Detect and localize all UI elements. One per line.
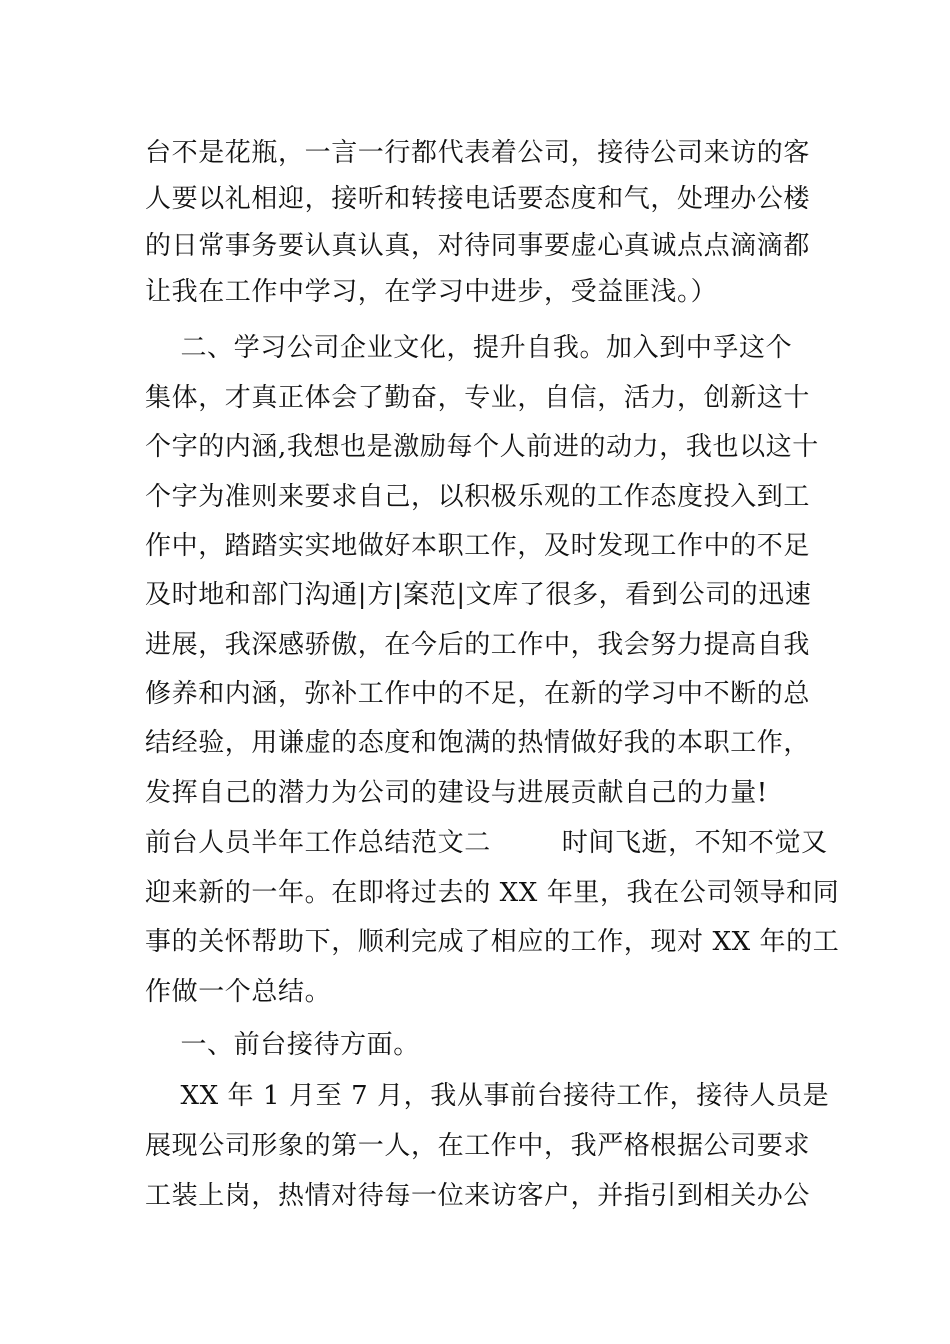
text-line: 作做一个总结。 bbox=[145, 977, 332, 1007]
text-line: 个字为准则来要求自己，以积极乐观的工作态度投入到工 bbox=[145, 482, 811, 512]
text-line: 一、前台接待方面。 bbox=[145, 1030, 420, 1060]
text-line: 结经验，用谦虚的态度和饱满的热情做好我的本职工作， bbox=[145, 728, 811, 758]
text-line: 让我在工作中学习，在学习中进步，受益匪浅。） bbox=[145, 277, 718, 307]
text-line: 发挥自己的潜力为公司的建设与进展贡献自己的力量! bbox=[145, 778, 768, 808]
text-line: 集体，才真正体会了勤奋，专业，自信，活力，创新这十 bbox=[145, 383, 811, 413]
text-line: 个字的内涵,我想也是激励每个人前进的动力，我也以这十 bbox=[145, 432, 819, 462]
text-line: 修养和内涵，弥补工作中的不足，在新的学习中不断的总 bbox=[145, 679, 811, 709]
text-line: 前台人员半年工作总结范文二 时间飞逝，不知不觉又 bbox=[145, 828, 828, 858]
text-line: 人要以礼相迎，接听和转接电话要态度和气，处理办公楼 bbox=[145, 184, 811, 214]
text-line: 事的关怀帮助下，顺利完成了相应的工作，现对 XX 年的工 bbox=[145, 927, 840, 957]
text-line: XX 年 1 月至 7 月，我从事前台接待工作，接待人员是 bbox=[145, 1081, 830, 1111]
text-line: 及时地和部门沟通|方|案范|文库了很多，看到公司的迅速 bbox=[145, 580, 812, 610]
text-line: 的日常事务要认真认真，对待同事要虚心真诚点点滴滴都 bbox=[145, 231, 811, 261]
text-line: 工装上岗，热情对待每一位来访客户，并指引到相关办公 bbox=[145, 1181, 811, 1211]
text-line: 二、学习公司企业文化，提升自我。加入到中孚这个 bbox=[145, 333, 793, 363]
text-line: 展现公司形象的第一人，在工作中，我严格根据公司要求 bbox=[145, 1131, 811, 1161]
text-line: 迎来新的一年。在即将过去的 XX 年里，我在公司领导和同 bbox=[145, 878, 840, 908]
text-line: 作中，踏踏实实地做好本职工作，及时发现工作中的不足 bbox=[145, 531, 811, 561]
text-line: 台不是花瓶，一言一行都代表着公司，接待公司来访的客 bbox=[145, 138, 811, 168]
text-line: 进展，我深感骄傲，在今后的工作中，我会努力提高自我 bbox=[145, 630, 811, 660]
